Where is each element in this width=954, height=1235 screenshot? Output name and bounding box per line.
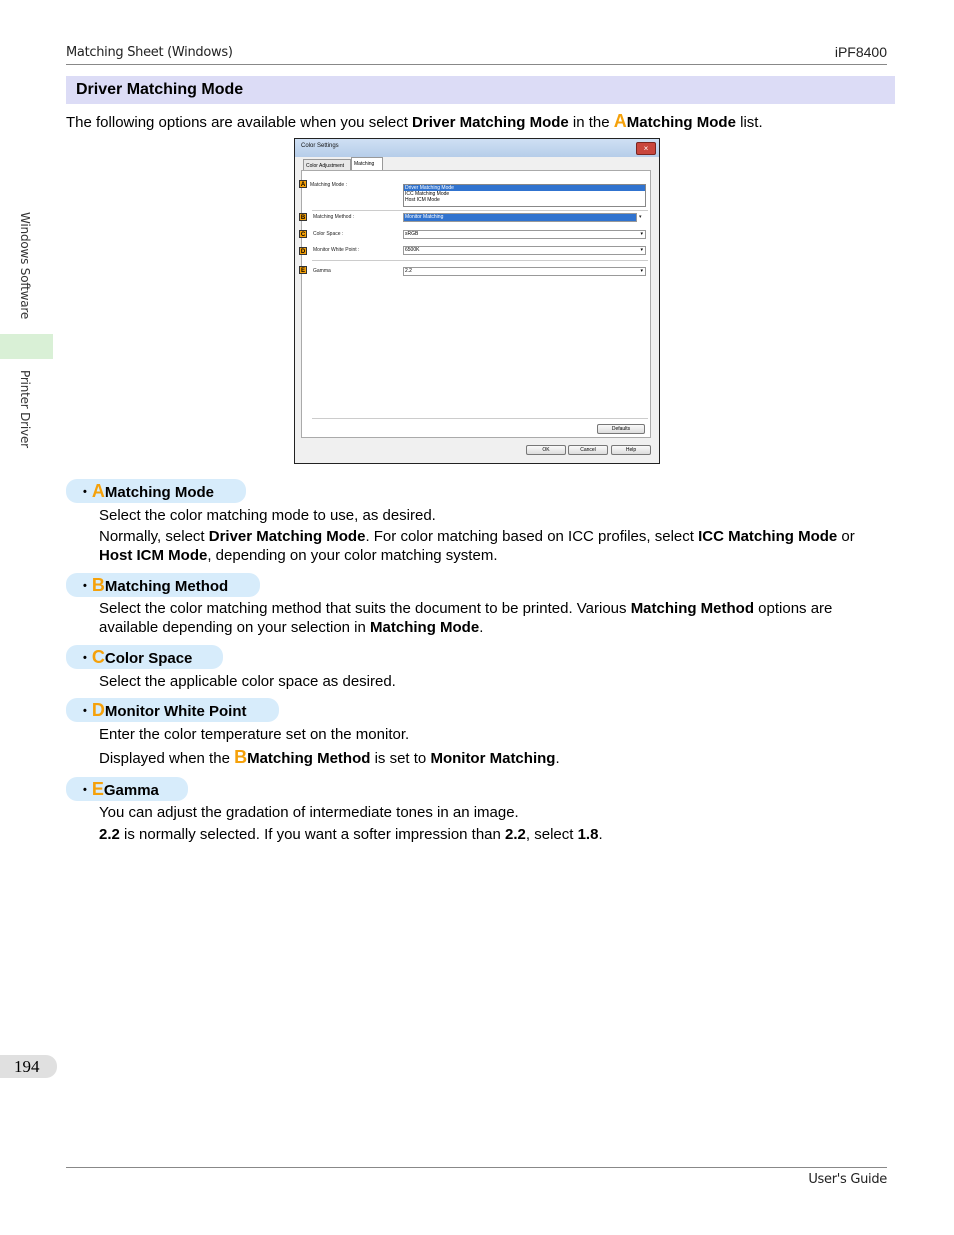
marker-a: A <box>300 182 306 188</box>
marker-e: E <box>300 268 305 274</box>
divider <box>312 418 648 419</box>
matching-method-select[interactable]: Monitor Matching <box>403 213 637 222</box>
marker-d: D <box>300 249 306 255</box>
running-footer-right: User's Guide <box>808 1172 887 1187</box>
divider <box>312 260 648 261</box>
help-button[interactable]: Help <box>611 445 651 455</box>
ok-button[interactable]: OK <box>526 445 566 455</box>
item-heading-matching-method: • BMatching Method <box>66 573 260 597</box>
gamma-label: Gamma <box>313 268 331 274</box>
side-tab-windows-software[interactable]: Windows Software <box>18 212 32 320</box>
color-space-label: Color Space : <box>313 231 344 237</box>
side-tab-printer-driver[interactable]: Printer Driver <box>18 370 32 448</box>
side-tab-highlight <box>0 334 53 359</box>
marker-c: C <box>300 232 306 238</box>
list-item[interactable]: Driver Matching Mode <box>404 185 645 191</box>
matching-method-label: Matching Method : <box>313 214 355 220</box>
gamma-select[interactable]: 2.2 ▾ <box>403 267 646 276</box>
color-space-select[interactable]: sRGB ▾ <box>403 230 646 239</box>
item-heading-gamma: • EGamma <box>66 777 188 801</box>
dialog-title: Color Settings <box>301 143 339 149</box>
chevron-down-icon: ▾ <box>640 268 643 274</box>
item-e-text-1: You can adjust the gradation of intermediate tones in an image. <box>99 804 519 821</box>
intro-paragraph: The following options are available when you select Driver Matching Mode in the AMatching Mode list. <box>66 111 763 131</box>
divider <box>312 210 648 211</box>
item-d-text-1: Enter the color temperature set on the monitor. <box>99 726 410 743</box>
monitor-white-point-label: Monitor White Point : <box>313 247 360 253</box>
cancel-button[interactable]: Cancel <box>568 445 608 455</box>
matching-mode-listbox[interactable] <box>403 184 646 207</box>
list-item[interactable]: ICC Matching Mode <box>405 191 450 197</box>
header-rule <box>66 64 887 65</box>
item-heading-matching-mode: • AMatching Mode <box>66 479 246 503</box>
item-a-text-1: Select the color matching mode to use, as desired. <box>99 507 436 524</box>
item-b-text-1: Select the color matching method that suits the document to be printed. Various Matching Method options are available depending on your selection in Matching Mode. <box>99 600 833 636</box>
item-heading-color-space: • CColor Space <box>66 645 223 669</box>
bullet-icon: • <box>83 486 87 498</box>
color-settings-dialog-screenshot <box>294 138 660 464</box>
running-header-right: iPF8400 <box>834 44 887 60</box>
matching-panel <box>301 170 651 438</box>
dialog-title-bar <box>295 139 659 157</box>
running-header-left: Matching Sheet (Windows) <box>66 45 233 60</box>
tab-color-adjustment[interactable]: Color Adjustment <box>303 159 351 171</box>
bullet-icon: • <box>83 784 87 796</box>
bullet-icon: • <box>83 705 87 717</box>
list-item[interactable]: Host ICM Mode <box>405 197 440 203</box>
section-title: Driver Matching Mode <box>66 76 895 104</box>
footer-rule <box>66 1167 887 1168</box>
bullet-icon: • <box>83 580 87 592</box>
item-heading-monitor-white-point: • DMonitor White Point <box>66 698 279 722</box>
bullet-icon: • <box>83 652 87 664</box>
page-number: 194 <box>0 1055 57 1078</box>
item-d-text-2: Displayed when the BMatching Method is set to Monitor Matching. <box>99 747 560 767</box>
chevron-down-icon[interactable]: ▾ <box>639 214 642 220</box>
defaults-button[interactable]: Defaults <box>597 424 645 434</box>
marker-b: B <box>300 215 306 221</box>
tab-matching[interactable]: Matching <box>351 157 383 171</box>
matching-mode-label: Matching Mode : <box>310 182 347 188</box>
marker-a-letter: A <box>613 111 627 131</box>
item-a-text-2: Normally, select Driver Matching Mode. For color matching based on ICC profiles, select ICC Matching Mode or Host ICM Mode, depending on your color matching system. <box>99 528 855 564</box>
item-c-text-1: Select the applicable color space as desired. <box>99 673 396 690</box>
monitor-white-point-select[interactable]: 6500K ▾ <box>403 246 646 255</box>
chevron-down-icon: ▾ <box>640 231 643 237</box>
chevron-down-icon: ▾ <box>640 247 643 253</box>
item-e-text-2: 2.2 is normally selected. If you want a softer impression than 2.2, select 1.8. <box>99 826 603 843</box>
close-icon[interactable]: × <box>636 142 656 155</box>
